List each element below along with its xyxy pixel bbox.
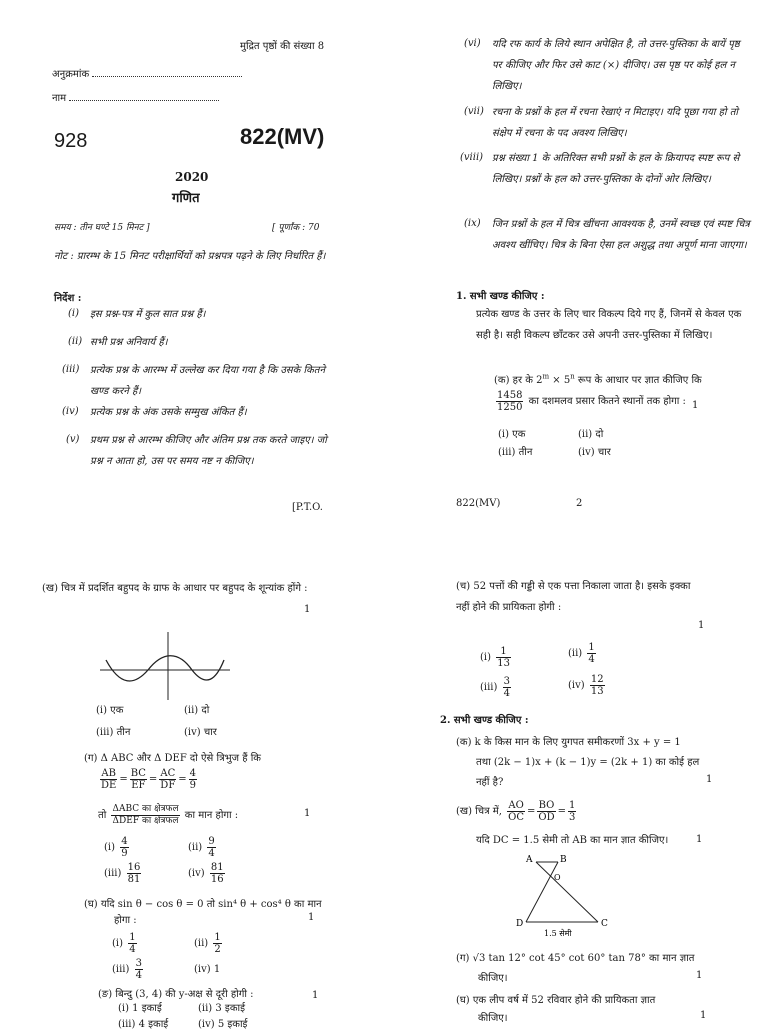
instruction-num: (iii): [62, 364, 80, 375]
marks: 1: [692, 400, 699, 411]
q1e-question: (ङ) बिन्दु (3, 4) की y-अक्ष से दूरी होगी :: [98, 989, 254, 1000]
option[interactable]: (i) एक: [96, 705, 124, 716]
instruction-text: इस प्रश्न-पत्र में कुल सात प्रश्न हैं।: [90, 309, 206, 320]
segment-bd: [526, 862, 558, 922]
name-field[interactable]: नाम: [52, 90, 219, 104]
label-a: A: [526, 855, 533, 865]
marks: 1: [304, 808, 311, 819]
option[interactable]: (ii) 3 इकाई: [198, 1003, 246, 1014]
option[interactable]: (iii) $\frac{3}{4}$: [480, 676, 510, 699]
instruction-text: प्रत्येक प्रश्न के आरम्भ में उल्लेख कर दिया गया है कि उसके कितने खण्ड करने हैं।: [90, 365, 326, 397]
q1f-question: (च) 52 पत्तों की गड्डी से एक पत्ता निकाला जाता है। इसके इक्का नहीं होने की प्रायिकता होगी :: [456, 581, 691, 613]
q1c-area-ratio: तो ΔABC का क्षेत्रफल ΔDEF का क्षेत्रफल का मान होगा :: [98, 804, 239, 826]
q1d-question: (घ) यदि sin θ − cos θ = 0 तो sin⁴ θ + cos⁴ θ का मान: [84, 899, 322, 910]
q1-instructions: प्रत्येक खण्ड के उत्तर के लिए चार विकल्प दिये गए हैं, जिनमें से केवल एक सही है। सही विकल्प छाँटकर उसे अपनी उत्तर-पुस्तिका में लिखिए।: [476, 309, 742, 341]
triangle-figure: [514, 852, 614, 938]
fraction: $\frac{1}{3}$: [569, 800, 576, 823]
option[interactable]: (ii) $\frac{1}{4}$: [568, 642, 595, 665]
fraction: $\frac{BO}{OD}$: [538, 800, 555, 823]
q2-heading: 2. सभी खण्ड कीजिए :: [440, 715, 529, 726]
option[interactable]: (ii) दो: [184, 705, 210, 716]
option[interactable]: (i) 1 इकाई: [118, 1003, 162, 1014]
label-o: O: [554, 873, 561, 882]
option[interactable]: (iv) चार: [578, 447, 611, 458]
option[interactable]: (iii) 4 इकाई: [118, 1019, 169, 1030]
instructions-title: निर्देश :: [54, 293, 82, 304]
q1b-question: (ख) चित्र में प्रदर्शित बहुपद के ग्राफ के आधार पर बहुपद के शून्यांक होंगे :: [42, 583, 308, 594]
q2d-question: (घ) एक लीप वर्ष में 52 रविवार होने की प्रायिकता ज्ञात: [456, 995, 656, 1006]
fraction: $\frac{1}{4}$: [588, 642, 595, 665]
option[interactable]: (iv) 1: [194, 964, 221, 975]
instruction-num: (v): [66, 434, 80, 445]
label-b: B: [560, 855, 567, 865]
q1c-ratios: $\frac{AB}{DE}$ = $\frac{BC}{EF}$ = $\frac{AC}{DF}$ = $\frac{4}{9}$: [101, 768, 197, 791]
option[interactable]: (iii) $\frac{16}{81}$: [104, 862, 141, 885]
q1c-question: (ग) Δ ABC और Δ DEF दो ऐसे त्रिभुज हैं कि: [84, 753, 261, 764]
instruction-num: (ii): [68, 336, 83, 347]
option[interactable]: (iii) तीन: [96, 727, 131, 738]
fraction: $\frac{9}{4}$: [208, 836, 215, 859]
marks: 1: [308, 912, 315, 923]
fraction: $\frac{AC}{DF}$: [160, 768, 176, 791]
label-dc-length: 1.5 सेमी: [544, 929, 572, 938]
option[interactable]: (iv) $\frac{81}{16}$: [188, 862, 224, 885]
instruction-num: (viii): [460, 152, 484, 163]
option[interactable]: (i) $\frac{4}{9}$: [104, 836, 128, 859]
label-c: C: [601, 919, 608, 929]
segment-ac: [536, 862, 598, 922]
instruction-text: जिन प्रश्नों के हल में चित्र खींचना आवश्यक है, उनमें स्वच्छ एवं स्पष्ट चित्र अवश्य खींचिए। चित्र के बिना ऐसा हल अशुद्ध तथा अपूर्ण माना जाएगा।: [492, 219, 750, 251]
printed-pages: मुद्रित पृष्ठों की संख्या 8: [240, 41, 325, 52]
fraction: $\frac{AO}{OC}$: [508, 800, 525, 823]
option[interactable]: (i) $\frac{1}{13}$: [480, 646, 510, 669]
fraction: $\frac{12}{13}$: [590, 674, 604, 697]
fraction: $\frac{4}{9}$: [189, 768, 197, 791]
page-1: [0, 0, 384, 512]
instruction-text: यदि रफ कार्य के लिये स्थान अपेक्षित है, तो उत्तर-पुस्तिका के बायें पृष्ठ पर कीजिए और फिर उसे काट (×) दीजिए। उस पृष्ठ पर कोई हल न लिखिए।: [492, 39, 740, 92]
fraction: $\frac{BC}{EF}$: [130, 768, 146, 791]
q2a-question: (क) k के किस मान के लिए युगपत समीकरणों 3x + y = 1: [456, 737, 681, 748]
marks: 1: [312, 990, 319, 1001]
option[interactable]: (i) $\frac{1}{4}$: [112, 932, 136, 955]
instruction-text: सभी प्रश्न अनिवार्य हैं।: [90, 337, 168, 348]
q1a-question: (क) हर के $2^m \times 5^n$ रूप के आधार पर ज्ञात कीजिए कि: [494, 372, 702, 386]
instruction-num: (ix): [464, 218, 481, 229]
q1a-fraction-line: $\frac{1458}{1250}$ का दशमलव प्रसार कितने स्थानों तक होगा :: [497, 390, 686, 413]
marks: 1: [304, 604, 311, 615]
label-d: D: [516, 919, 524, 929]
instruction-text: रचना के प्रश्नों के हल में रचना रेखाएं न मिटाइए। यदि पूछा गया हो तो संक्षेप में रचना के पद अवश्य लिखिए।: [492, 107, 739, 139]
option[interactable]: (iv) चार: [184, 727, 217, 738]
page-3: [0, 512, 384, 1030]
marks: 1: [700, 1010, 707, 1021]
roll-number-field[interactable]: अनुक्रमांक: [52, 66, 242, 80]
fraction: $\frac{4}{9}$: [121, 836, 128, 859]
instruction-text: प्रथम प्रश्न से आरम्भ कीजिए और अंतिम प्रश्न तक करते जाइए। जो प्रश्न न आता हो, उस पर समय नष्ट न कीजिए।: [90, 435, 327, 467]
fraction: $\frac{3}{4}$: [503, 676, 510, 699]
option[interactable]: (i) एक: [498, 429, 526, 440]
subject-title: गणित: [172, 191, 200, 206]
q2a-question-cont: तथा (2k − 1)x + (k − 1)y = (2k + 1) का कोई हल: [476, 757, 700, 768]
q2b-question: (ख) चित्र में, $\frac{AO}{OC}$ = $\frac{BO}{OD}$ = $\frac{1}{3}$: [456, 800, 576, 823]
q2d-question-cont: कीजिए।: [478, 1013, 508, 1024]
fraction: ΔABC का क्षेत्रफल ΔDEF का क्षेत्रफल: [112, 804, 179, 826]
option[interactable]: (iv) 5 इकाई: [198, 1019, 248, 1030]
marks: 1: [696, 834, 703, 845]
fraction: $\frac{3}{4}$: [135, 958, 142, 981]
fraction: $\frac{1}{2}$: [214, 932, 221, 955]
fraction: $\frac{81}{16}$: [210, 862, 224, 885]
marks: 1: [706, 774, 713, 785]
q1-heading: 1. सभी खण्ड कीजिए :: [456, 291, 545, 302]
option[interactable]: (ii) $\frac{9}{4}$: [188, 836, 215, 859]
option[interactable]: (iv) $\frac{12}{13}$: [568, 674, 604, 697]
page-number: 2: [576, 498, 583, 509]
pto: [P.T.O.: [292, 502, 323, 513]
exam-year: 2020: [175, 170, 209, 184]
instruction-num: (vi): [464, 38, 481, 49]
exam-time: समय : तीन घण्टे 15 मिनट ]: [54, 223, 150, 233]
footer-code: 822(MV): [456, 498, 501, 509]
q1d-question-cont: होगा :: [114, 915, 137, 926]
polynomial-graph: [100, 630, 230, 702]
q2c-question: (ग) √3 tan 12° cot 45° cot 60° tan 78° का मान ज्ञात: [456, 953, 695, 964]
page-2: [384, 0, 768, 512]
option[interactable]: (iii) $\frac{3}{4}$: [112, 958, 142, 981]
fraction: $\frac{1}{4}$: [129, 932, 136, 955]
paper-code: 822(MV): [240, 124, 325, 149]
q2a-question-cont: नहीं है?: [476, 777, 504, 788]
page-4: [384, 512, 768, 1024]
q2c-question-cont: कीजिए।: [478, 973, 508, 984]
marks: 1: [698, 620, 705, 631]
instruction-num: (iv): [62, 406, 79, 417]
instruction-text: प्रश्न संख्या 1 के अतिरिक्त सभी प्रश्नों के हल के क्रियापद स्पष्ट रूप से लिखिए। प्रश्नों के हल को उत्तर-पुस्तिका के दोनों ओर लिखिए।: [492, 153, 740, 185]
center-code: 928: [54, 130, 88, 152]
option[interactable]: (ii) $\frac{1}{2}$: [194, 932, 221, 955]
polynomial-curve: [106, 656, 224, 681]
option[interactable]: (ii) दो: [578, 429, 604, 440]
max-marks: [ पूर्णांक : 70: [272, 223, 320, 233]
marks: 1: [696, 970, 703, 981]
fraction: $\frac{16}{81}$: [127, 862, 141, 885]
fraction: $\frac{1458}{1250}$: [497, 390, 523, 413]
instruction-text: प्रत्येक प्रश्न के अंक उसके सम्मुख अंकित हैं।: [90, 407, 247, 418]
instruction-num: (i): [68, 308, 80, 319]
note: नोट : प्रारम्भ के 15 मिनट परीक्षार्थियों को प्रश्नपत्र पढ़ने के लिए निर्धारित हैं।: [54, 251, 326, 262]
option[interactable]: (iii) तीन: [498, 447, 533, 458]
fraction: $\frac{1}{13}$: [497, 646, 510, 669]
q2b-question-cont: यदि DC = 1.5 सेमी तो AB का मान ज्ञात कीजिए।: [476, 835, 669, 846]
fraction: $\frac{AB}{DE}$: [101, 768, 117, 791]
instruction-num: (vii): [464, 106, 484, 117]
